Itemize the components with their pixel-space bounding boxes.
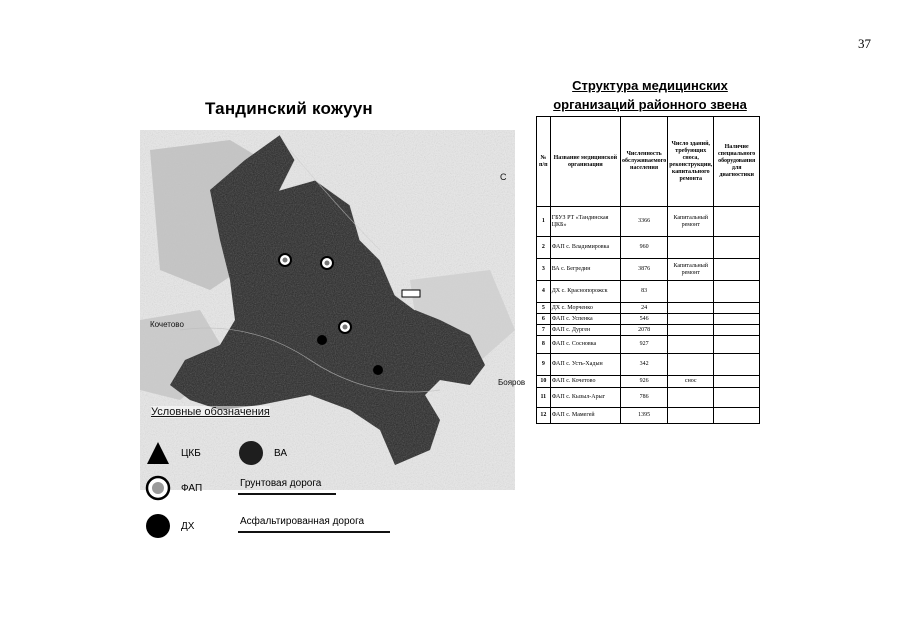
legend-label-fap: ФАП xyxy=(181,482,203,494)
table-row xyxy=(537,336,760,354)
row-equip xyxy=(714,325,760,336)
header-equip: Наличие специального оборудования для диагностики xyxy=(714,117,760,207)
row-need xyxy=(668,325,714,336)
legend-label-tskb: ЦКБ xyxy=(181,447,201,459)
map-label-kochetovo: Кочетово xyxy=(150,320,184,329)
row-need xyxy=(668,303,714,314)
row-equip xyxy=(714,237,760,259)
legend-label-asphalt-road: Асфальтированная дорога xyxy=(240,516,365,527)
row-name: ФАП с. Кызыл-Арыг xyxy=(550,388,620,408)
row-name: ФАП с. Успенка xyxy=(550,314,620,325)
map-label-boyarov: Бояров xyxy=(498,378,526,387)
row-num: 8 xyxy=(537,336,551,354)
row-need xyxy=(668,408,714,424)
row-need xyxy=(668,314,714,325)
row-equip xyxy=(714,388,760,408)
triangle-icon xyxy=(145,440,171,466)
row-name: ФАП с. Сосновка xyxy=(550,336,620,354)
district-map xyxy=(140,130,515,490)
row-need xyxy=(668,354,714,376)
row-count: 24 xyxy=(620,303,667,314)
row-equip xyxy=(714,408,760,424)
row-equip xyxy=(714,354,760,376)
table-title xyxy=(540,76,760,114)
table-row xyxy=(537,388,760,408)
dkh-marker xyxy=(373,365,383,375)
row-need: Капитальный ремонт xyxy=(668,207,714,237)
row-num: 5 xyxy=(537,303,551,314)
row-equip xyxy=(714,281,760,303)
row-need xyxy=(668,388,714,408)
legend-item-fap xyxy=(145,475,202,501)
table-row xyxy=(537,376,760,388)
legend-label-va: ВА xyxy=(274,447,288,459)
ring-circle-icon xyxy=(145,475,171,501)
row-num: 12 xyxy=(537,408,551,424)
row-count: 960 xyxy=(620,237,667,259)
row-num: 11 xyxy=(537,388,551,408)
row-num: 10 xyxy=(537,376,551,388)
dark-circle-icon xyxy=(238,440,264,466)
header-name: Название медицинской организации xyxy=(550,117,620,207)
row-count: 3876 xyxy=(620,259,667,281)
table-row xyxy=(537,207,760,237)
row-count: 83 xyxy=(620,281,667,303)
row-name: ФАП с. Дурген xyxy=(550,325,620,336)
row-equip xyxy=(714,207,760,237)
map-label-c: С xyxy=(500,172,507,182)
row-equip xyxy=(714,376,760,388)
row-equip xyxy=(714,303,760,314)
table-row xyxy=(537,325,760,336)
table-row xyxy=(537,354,760,376)
row-num: 4 xyxy=(537,281,551,303)
row-count: 342 xyxy=(620,354,667,376)
legend-label-dkh: ДХ xyxy=(181,520,195,532)
row-name: ДХ с. Краснопорожск xyxy=(550,281,620,303)
row-name: ФАП с. Мамегей xyxy=(550,408,620,424)
asphalt-road-line xyxy=(238,531,390,533)
table-row xyxy=(537,408,760,424)
table-header-row xyxy=(537,117,760,207)
row-equip xyxy=(714,336,760,354)
row-name: ФАП с. Владимировка xyxy=(550,237,620,259)
map-title: Тандинский кожуун xyxy=(205,99,373,118)
row-num: 1 xyxy=(537,207,551,237)
row-name: ДХ с. Морченко xyxy=(550,303,620,314)
legend-item-dkh xyxy=(145,513,194,539)
row-num: 3 xyxy=(537,259,551,281)
row-count: 926 xyxy=(620,376,667,388)
medical-organizations-table xyxy=(536,116,760,424)
row-count: 546 xyxy=(620,314,667,325)
filled-circle-icon xyxy=(145,513,171,539)
legend-item-va xyxy=(238,440,287,466)
table-row xyxy=(537,314,760,325)
row-num: 9 xyxy=(537,354,551,376)
legend-title: Условные обозначения xyxy=(151,406,270,418)
row-equip xyxy=(714,314,760,325)
row-count: 1395 xyxy=(620,408,667,424)
row-need xyxy=(668,237,714,259)
row-need: снос xyxy=(668,376,714,388)
row-num: 6 xyxy=(537,314,551,325)
row-count: 2078 xyxy=(620,325,667,336)
row-equip xyxy=(714,259,760,281)
row-name: ФАП с. Усть-Хадын xyxy=(550,354,620,376)
row-count: 927 xyxy=(620,336,667,354)
dirt-road-line xyxy=(238,493,336,495)
table-title-line2: организаций районного звена xyxy=(553,97,747,112)
row-count: 3366 xyxy=(620,207,667,237)
row-need xyxy=(668,336,714,354)
row-name: ВА с. Бегредин xyxy=(550,259,620,281)
row-need xyxy=(668,281,714,303)
row-name: ФАП с. Кочетово xyxy=(550,376,620,388)
table-row xyxy=(537,281,760,303)
table-row xyxy=(537,303,760,314)
row-need: Капитальный ремонт xyxy=(668,259,714,281)
table-row xyxy=(537,237,760,259)
dkh-marker xyxy=(317,335,327,345)
legend-item-tskb xyxy=(145,440,201,466)
row-count: 786 xyxy=(620,388,667,408)
header-count: Численность обслуживаемого населения xyxy=(620,117,667,207)
page-number: 37 xyxy=(858,36,871,51)
table-body xyxy=(537,207,760,424)
header-need: Число зданий, требующих сноса, реконструкции, капитального ремонта xyxy=(668,117,714,207)
row-num: 2 xyxy=(537,237,551,259)
header-num: № п/п xyxy=(537,117,551,207)
table-title-line1: Структура медицинских xyxy=(572,78,728,93)
legend-label-dirt-road: Грунтовая дорога xyxy=(240,478,322,489)
table-row xyxy=(537,259,760,281)
road-sign-marker xyxy=(402,290,420,297)
row-num: 7 xyxy=(537,325,551,336)
row-name: ГБУЗ РТ «Тандинская ЦКБ» xyxy=(550,207,620,237)
